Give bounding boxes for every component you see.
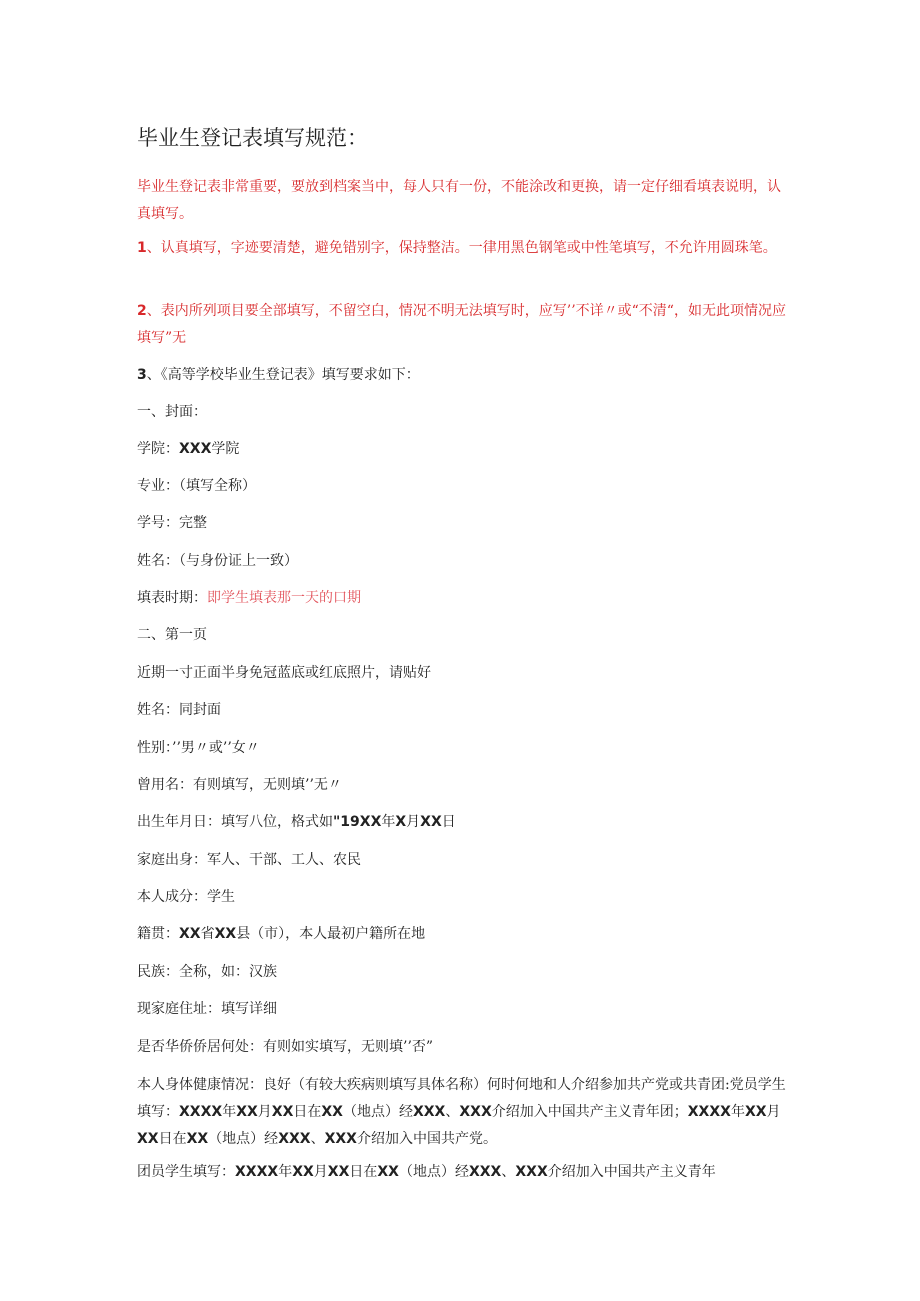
page1-name: 姓名：同封面	[137, 702, 221, 718]
page1-overseas-chinese: 是否华侨侨居何处：有则如实填写，无则填’’否”	[137, 1039, 434, 1055]
page1-health-and-party: 本人身体健康情况：良好（有较大疾病则填写具体名称）何时何地和人介绍参加共产党或共青团:党员学生填写：XXXX年XX月XX日在XX（地点）经XXX、XXX介绍加入中国共产主义青年团；XXXX年XX月XX日在XX（地点）经XXX、XXX介绍加入中国共产党。	[137, 1077, 786, 1147]
page1-gender: 性别：’’男〃或’’女〃	[137, 740, 260, 756]
rule-3	[137, 364, 420, 386]
page1-birth-date: 出生年月日：填写八位，格式如"19XX年X月XX日	[137, 814, 456, 830]
document-title: 毕业生登记表填写规范：	[137, 126, 368, 150]
fill-date-value: 即学生填表那一天的口期	[207, 590, 361, 606]
page1-native-place: 籍贯：XX省XX县（市），本人最初户籍所在地	[137, 926, 426, 942]
page1-ethnicity: 民族：全称，如：汉族	[137, 964, 277, 980]
cover-college: 学院：XXX学院	[137, 441, 240, 457]
rule-2-number: 2	[137, 303, 147, 319]
rule-1-text: 、认真填写，字迹要清楚，避免错别字，保持整洁。一律用黑色钢笔或中性笔填写，不允许用圆珠笔。	[146, 240, 777, 256]
section-first-page-heading: 二、第一页	[137, 627, 207, 643]
league-member-instruction: 团员学生填写：XXXX年XX月XX日在XX（地点）经XXX、XXX介绍加入中国共产主义青年	[137, 1164, 716, 1180]
rule-3-text: 、《高等学校毕业生登记表》填写要求如下：	[146, 367, 420, 383]
photo-instruction: 近期一寸正面半身免冠蓝底或红底照片，请贴好	[137, 665, 431, 681]
rule-1	[137, 235, 787, 262]
page1-home-address: 现家庭住址：填写详细	[137, 1001, 277, 1017]
rule-1-number: 1	[137, 240, 147, 256]
cover-student-id: 学号：完整	[137, 515, 207, 531]
page1-former-name: 曾用名：有则填写，无则填’’无〃	[137, 777, 342, 793]
cover-fill-date: 填表时期：即学生填表那一天的口期	[137, 590, 361, 606]
section-cover-heading: 一、封面：	[137, 404, 207, 420]
cover-major: 专业：（填写全称）	[137, 478, 256, 494]
page1-personal-status: 本人成分：学生	[137, 889, 235, 905]
intro-paragraph: 毕业生登记表非常重要，要放到档案当中，每人只有一份，不能涂改和更换，请一定仔细看填表说明，认真填写。	[137, 179, 781, 222]
rule-2	[137, 298, 787, 352]
cover-name: 姓名：（与身份证上一致）	[137, 553, 298, 569]
rule-3-number: 3	[137, 367, 147, 383]
rule-2-text: 、表内所列项目要全部填写，不留空白，情况不明无法填写时，应写’’不详〃或“不清“，如无此项情况应填写”无	[137, 303, 786, 346]
page1-family-origin: 家庭出身：军人、干部、工人、农民	[137, 852, 361, 868]
